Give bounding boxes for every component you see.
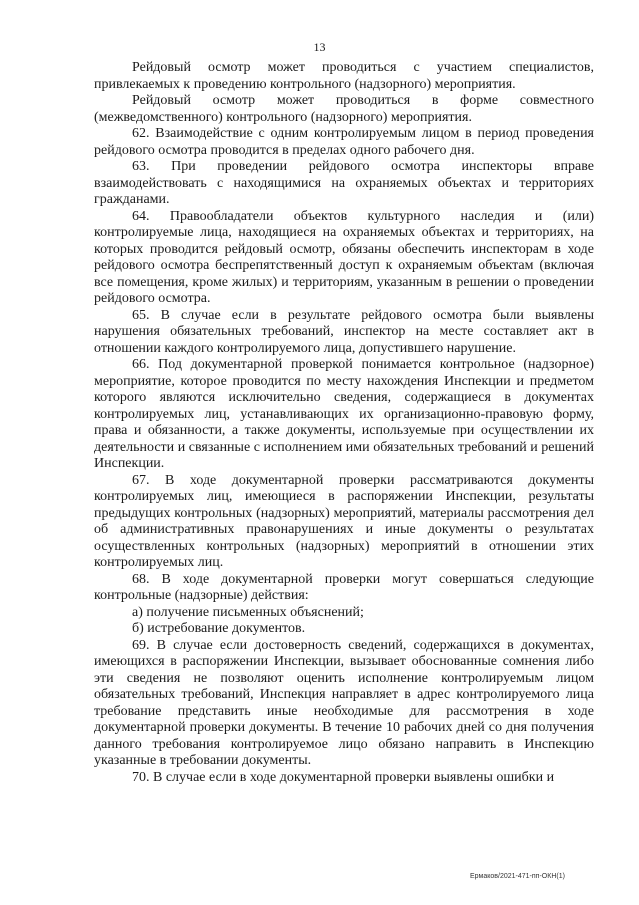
page-number: 13: [313, 40, 326, 54]
paragraph: 68. В ходе документарной проверки могут совершаться следующие контрольные (надзорные) действия:: [94, 571, 594, 603]
paragraph: 70. В случае если в ходе документарной проверки выявлены ошибки и: [132, 769, 555, 785]
paragraph: 66. Под документарной проверкой понимается контрольное (надзорное) мероприятие, которое проводится по месту нахождения Инспекции и предметом которого являются исключительно сведения, содержащиеся в документах контролируемых лиц, устанавливающих их организационно-правовую форму, права и обязанности, а также документы, используемые при осуществлении их деятельности и связанные с исполнением ими обязательных требований и решений Инспекции.: [94, 357, 594, 471]
paragraph: 62. Взаимодействие с одним контролируемым лицом в период проведения рейдового осмотра проводится в пределах одного рабочего дня.: [94, 126, 594, 158]
document-body: [94, 60, 594, 786]
paragraph: 65. В случае если в результате рейдового осмотра были выявлены нарушения обязательных требований, инспектор на месте составляет акт в отношении каждого контролируемого лица, допустившего нарушение.: [94, 307, 594, 356]
paragraph: 67. В ходе документарной проверки рассматриваются документы контролируемых лиц, имеющиеся в распоряжении Инспекции, результаты предыдущих контрольных (надзорных) мероприятий, материалы рассмотрения дел об административных правонарушениях и иные документы о результатах осуществленных контрольных (надзорных) мероприятий в отношении этих контролируемых лиц.: [94, 472, 594, 570]
list-item: б) истребование документов.: [132, 621, 306, 636]
paragraph: 64. Правообладатели объектов культурного наследия и (или) контролируемые лица, находящиеся на охраняемых объектах и территориях, на которых проводится рейдовый осмотр, обязаны обеспечить инспекторам в ходе рейдового осмотра беспрепятственный доступ к охраняемым объектам (включая все помещения, кроме жилых) и территориям, указанным в решении о проведении рейдового осмотра.: [94, 208, 594, 306]
paragraph: 63. При проведении рейдового осмотра инспекторы вправе взаимодействовать с находящимися на охраняемых объектах и территориях гражданами.: [94, 159, 594, 207]
list-item: а) получение письменных объяснений;: [132, 604, 364, 620]
paragraph: Рейдовый осмотр может проводиться в форме совместного (межведомственного) контрольного (надзорного) мероприятия.: [94, 93, 594, 125]
footer-document-id: Ермаков/2021-471-пп-ОКН(1): [470, 873, 565, 880]
paragraph: 69. В случае если достоверность сведений, содержащихся в документах, имеющихся в распоряжении Инспекции, вызывает обоснованные сомнения либо эти сведения не позволяют оценить исполнение контролируемым лицом обязательных требований, Инспекция направляет в адрес контролируемого лица требование представить иные необходимые для рассмотрения в ходе документарной проверки документы. В течение 10 рабочих дней со дня получения данного требования контролируемое лицо обязано направить в Инспекцию указанные в требовании документы.: [94, 637, 594, 768]
paragraph: Рейдовый осмотр может проводиться с участием специалистов, привлекаемых к проведению контрольного (надзорного) мероприятия.: [94, 60, 594, 92]
